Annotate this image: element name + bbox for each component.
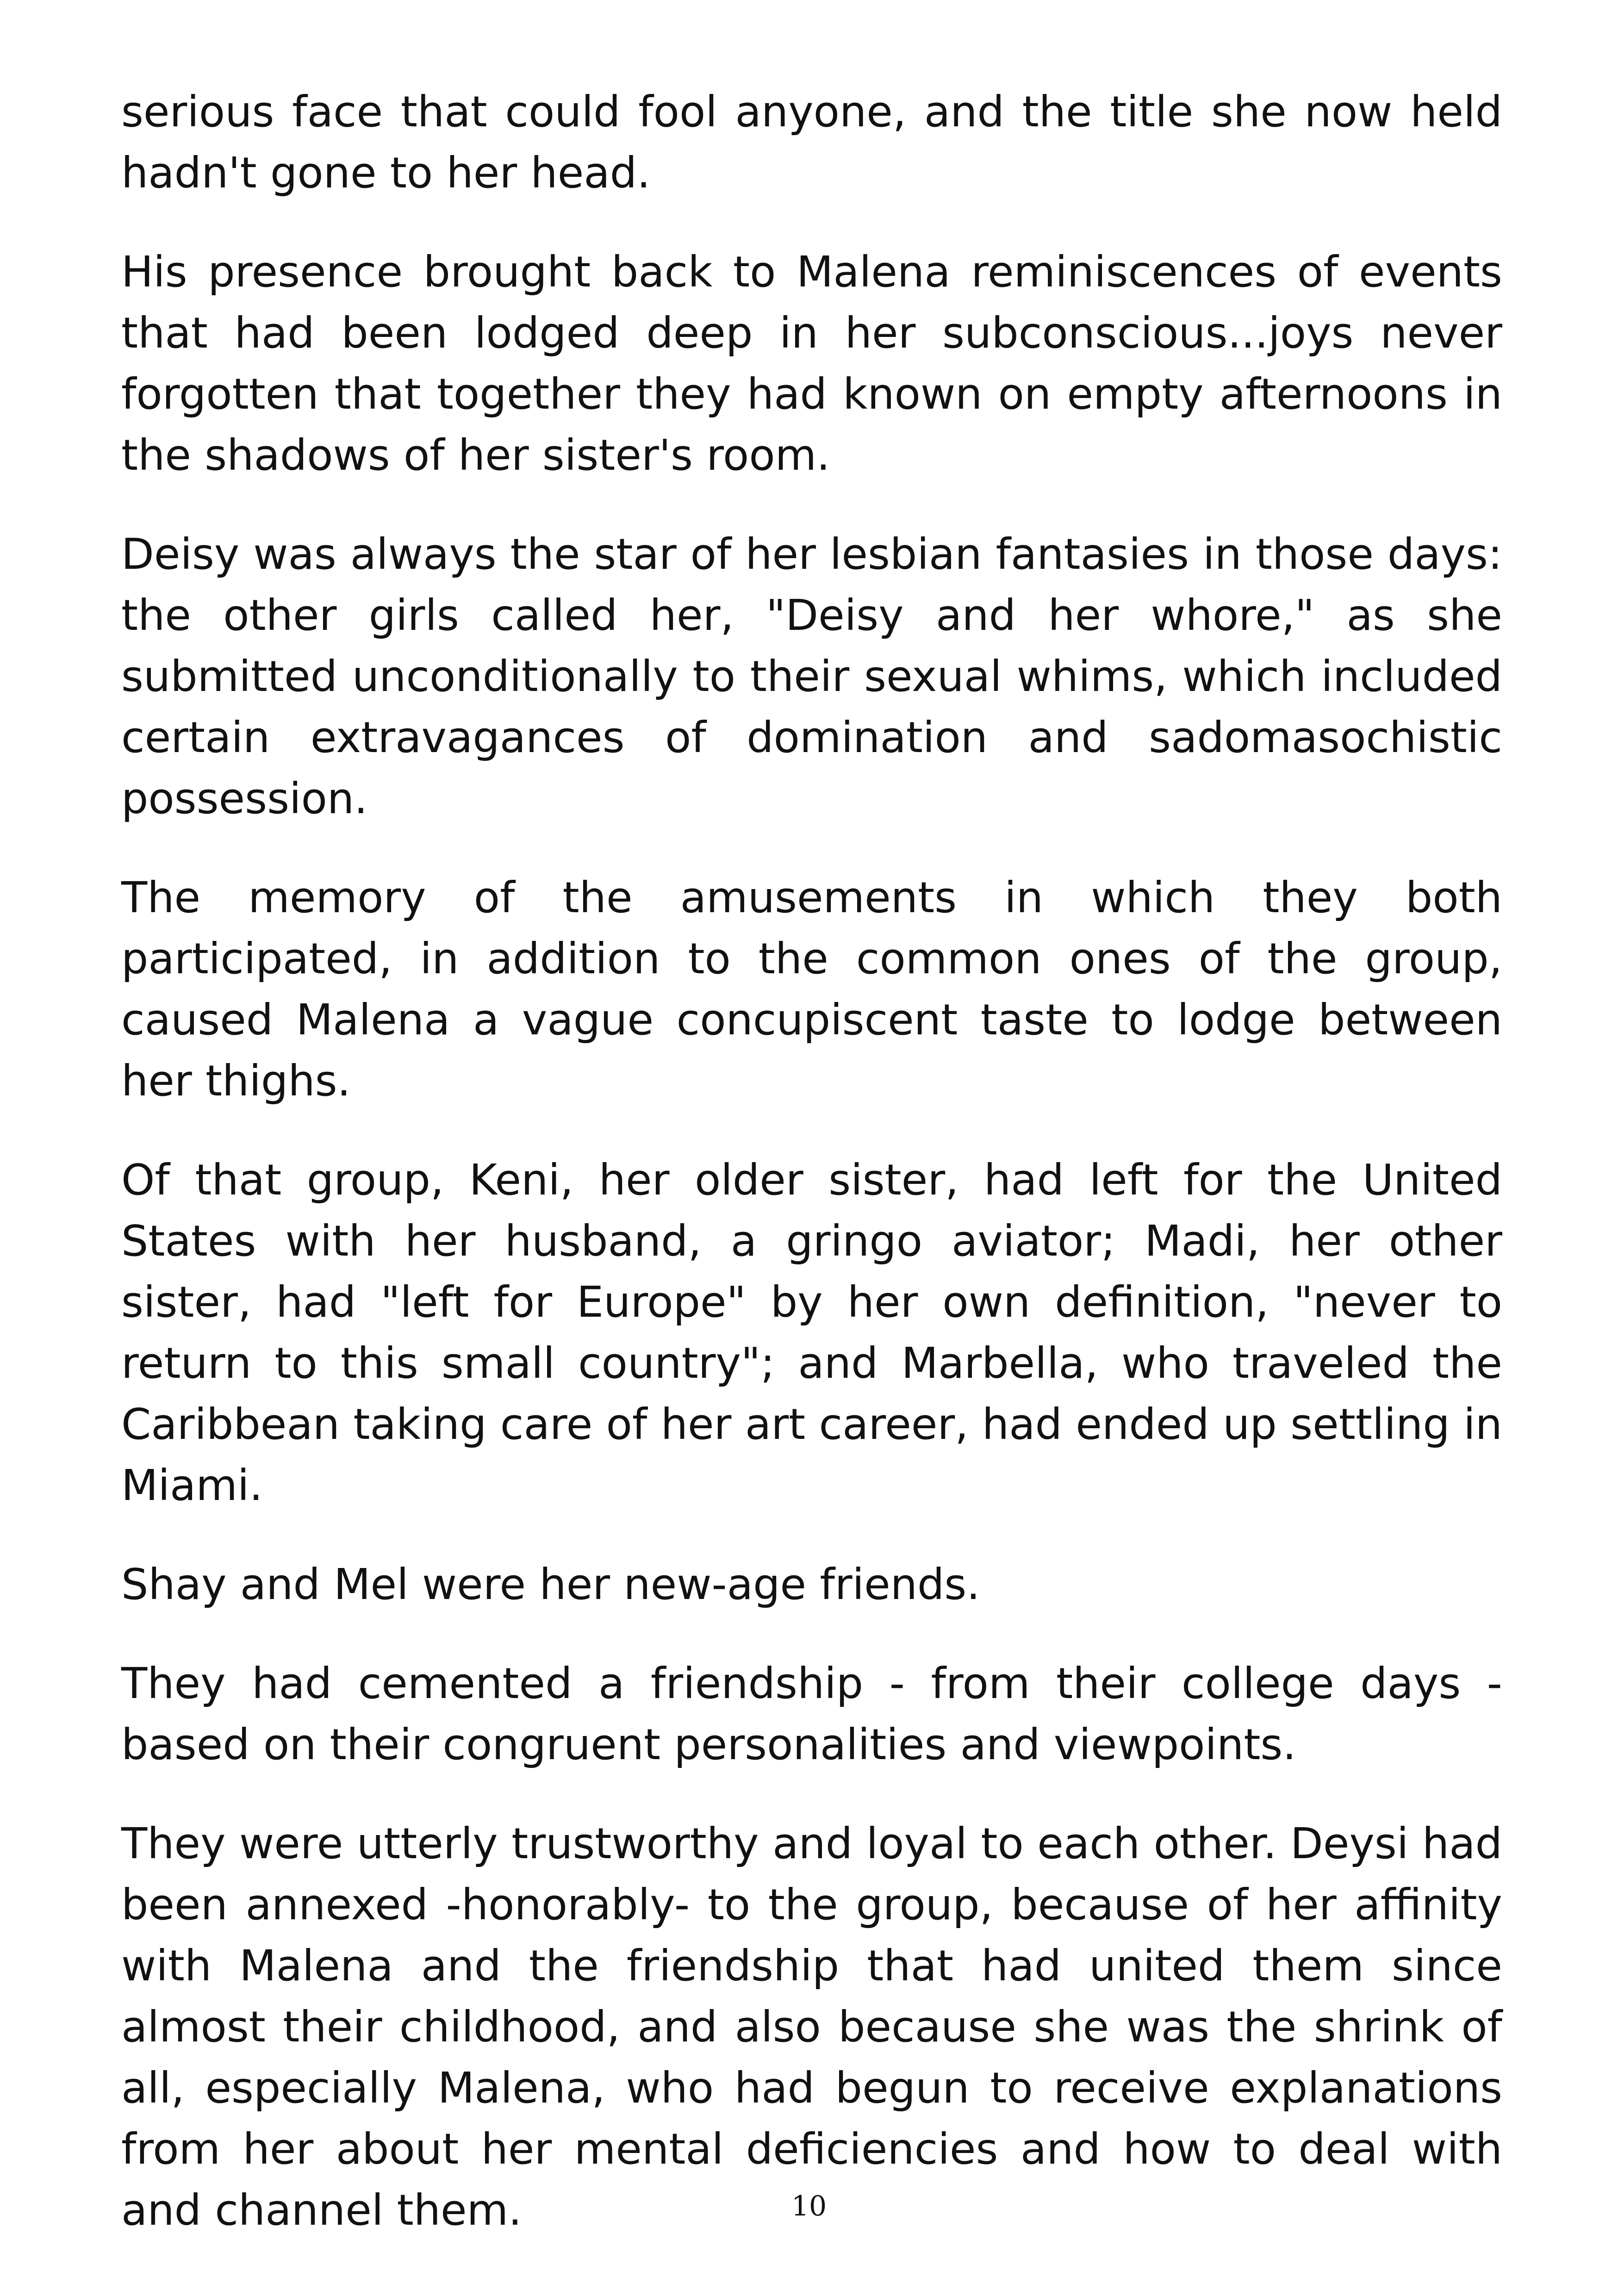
paragraph-5: Of that group, Keni, her older sister, had left for the United States with her husband, a gringo aviator; Madi, her other sister, had "left for Europe" by her own definition, "never to return to this small country"; and Marbella, who traveled the Caribbean taking care of her art career, had ended up settling in Miami. [121,1155,1502,1510]
paragraph-1: serious face that could fool anyone, and the title she now held hadn't gone to her head. [121,87,1502,198]
paragraph-6: Shay and Mel were her new-age friends. [121,1560,980,1609]
paragraph-8: They were utterly trustworthy and loyal to each other. Deysi had been annexed -honorably- to the group, because of her affinity with Malena and the friendship that had united them since almost their childhood, and also because she was the shrink of all, especially Malena, who had begun to receive explanations from her about her mental deficiencies and how to deal with and channel them. [121,1819,1502,2235]
paragraph-4: The memory of the amusements in which they both participated, in addition to the common ones of the group, caused Malena a vague concupiscent taste to lodge between her thighs. [121,873,1502,1106]
page-number: 10 [791,2190,827,2222]
paragraph-7: They had cemented a friendship - from their college days - based on their congruent personalities and viewpoints. [121,1659,1502,1769]
paragraph-2: His presence brought back to Malena reminiscences of events that had been lodged deep in her subconscious...joys never forgotten that together they had known on empty afternoons in the shadows of her sister's room. [121,247,1502,480]
body-text [121,81,1502,2279]
paragraph-3: Deisy was always the star of her lesbian fantasies in those days: the other girls called her, "Deisy and her whore," as she submitted unconditionally to their sexual whims, which included certain extravagances of domination and sadomasochistic possession. [121,529,1502,823]
